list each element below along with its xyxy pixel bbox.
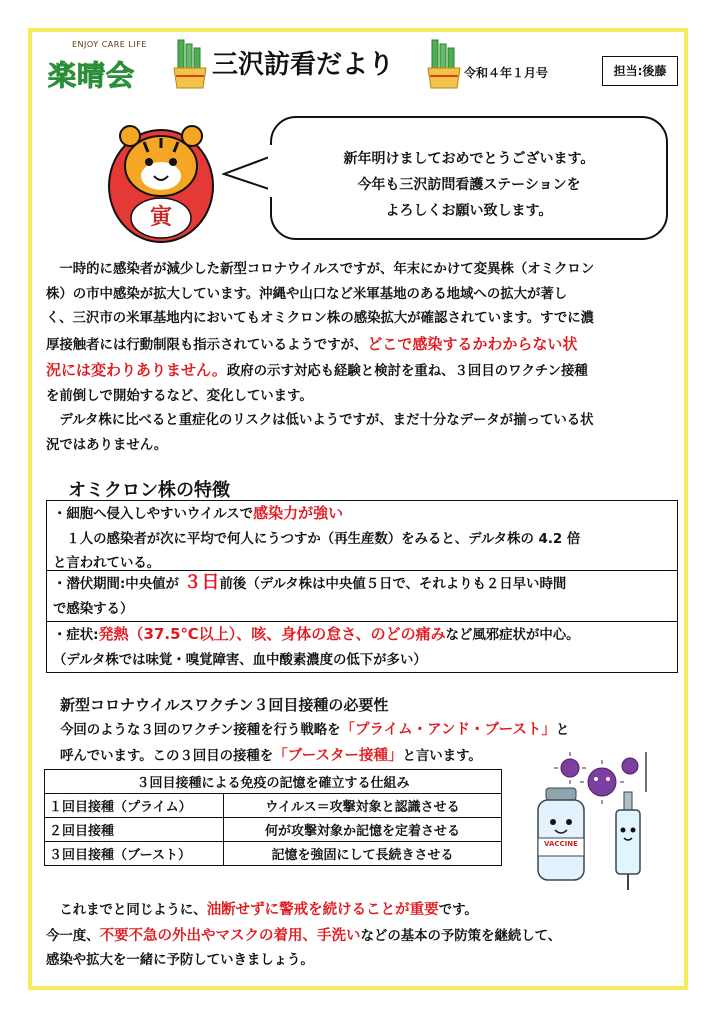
table-title: ３回目接種による免疫の記憶を確立する仕組み — [45, 770, 502, 794]
omicron-feature-symptoms: ・症状:発熱（37.5℃以上）、咳、身体の怠さ、のどの痛みなど風邪症状が中心。 （デルタ株では味覚・嗅覚障害、血中酸素濃度の低下が多い） — [46, 621, 678, 673]
vaccine-heading: 新型コロナウイルスワクチン３回目接種の必要性 — [60, 696, 389, 714]
kadomatsu-left-icon — [170, 38, 210, 90]
table-row — [45, 794, 502, 818]
table-cell-effect: 記憶を強固にして長続きさせる — [224, 842, 502, 866]
staff-box: 担当:後藤 — [602, 56, 678, 86]
table-title-row — [45, 770, 502, 794]
logo: 楽晴会 — [48, 59, 136, 92]
issue-date: 令和４年１月号 — [464, 66, 549, 80]
greeting-text: 新年明けましておめでとうございます。 今年も三沢訪問看護ステーションを よろしくお願い致します。 — [343, 151, 595, 219]
table-cell-effect: 何が攻撃対象か記憶を定着させる — [224, 818, 502, 842]
omicron-feature-incubation: ・潜伏期間:中央値が ３日前後（デルタ株は中央値５日で、それよりも２日早い時間 で感染する） — [46, 570, 678, 622]
logo-tagline: ENJOY CARE LIFE — [72, 40, 147, 49]
booster-table — [44, 769, 502, 866]
bubble-tail — [222, 150, 274, 196]
intro-paragraph: 一時的に感染者が減少した新型コロナウイルスですが、年末にかけて変異株（オミクロン 株）の市中感染が拡大しています。沖縄や山口など米軍基地のある地域への拡大が著し く、三沢市の米軍基地内においてもオミクロン株の感染拡大が確認されています。すでに濃 厚接触者には行動制限も指示されているようですが、どこで感染するかわからない状 況には変わりありません。政府の示す対応も経験と検討を重ね、３回目のワクチン接種 を前倒しで開始するなど、変化しています。 デルタ株に比べると重症化のリスクは低いようですが、まだ十分なデータが揃っている状 況ではありません。 — [46, 262, 595, 453]
closing-paragraph: これまでと同じように、油断せずに警戒を続けることが重要です。 今一度、不要不急の外出やマスクの着用、手洗いなどの基本の予防策を継続して、 感染や拡大を一緒に予防していきましょう。 — [46, 902, 562, 968]
table-cell-dose: １回目接種（プライム） — [45, 794, 224, 818]
vaccine-illustration-icon — [526, 752, 676, 892]
table-row — [45, 818, 502, 842]
table-cell-dose: ２回目接種 — [45, 818, 224, 842]
omicron-feature-infectivity: ・細胞へ侵入しやすいウイルスで感染力が強い １人の感染者が次に平均で何人にうつすか（再生産数）をみると、デルタ株の 4.2 倍 と言われている。 — [46, 500, 678, 571]
omicron-heading: オミクロン株の特徴 — [68, 480, 230, 501]
kadomatsu-right-icon — [424, 38, 464, 90]
table-cell-effect: ウイルス＝攻撃対象と認識させる — [224, 794, 502, 818]
table-row — [45, 842, 502, 866]
vial-label: VACCINE — [544, 840, 578, 848]
daruma-character: 寅 — [149, 205, 172, 230]
table-cell-dose: ３回目接種（ブースト） — [45, 842, 224, 866]
vaccine-paragraph: 今回のような３回のワクチン接種を行う戦略を「プライム・アンド・ブースト」と 呼んでいます。この３回目の接種を「ブースター接種」と言います。 — [60, 722, 570, 764]
newsletter-title: 三沢訪看だより — [212, 50, 395, 80]
